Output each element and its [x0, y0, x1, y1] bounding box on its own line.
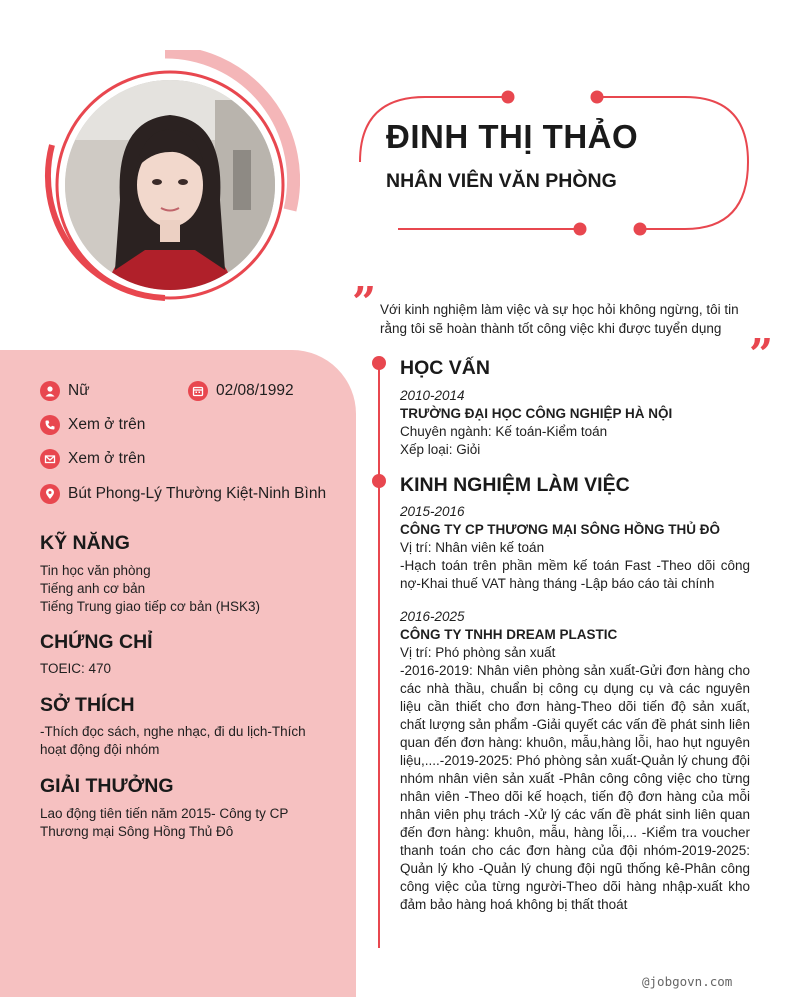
- education-title: HỌC VẤN: [400, 357, 490, 379]
- skill-item: Tiếng Trung giao tiếp cơ bản (HSK3): [40, 599, 260, 614]
- job-position: Vị trí: Phó phòng sản xuất: [400, 645, 556, 660]
- location-icon: [40, 484, 60, 504]
- candidate-name: ĐINH THỊ THẢO: [386, 118, 639, 155]
- certificate-item: TOEIC: 470: [40, 661, 112, 676]
- phone-icon: [40, 415, 60, 435]
- education-school: TRƯỜNG ĐẠI HỌC CÔNG NGHIỆP HÀ NỘI: [400, 406, 673, 421]
- job-title: NHÂN VIÊN VĂN PHÒNG: [386, 170, 617, 192]
- calendar-icon: [188, 381, 208, 401]
- phone-value: Xem ở trên: [68, 416, 146, 433]
- certificates-list: [40, 660, 111, 678]
- profile-photo-frame: [40, 50, 300, 310]
- gender-value: Nữ: [68, 382, 90, 399]
- experience-entry: [400, 503, 750, 593]
- skill-item: Tiếng anh cơ bản: [40, 581, 146, 596]
- awards-title: GIẢI THƯỞNG: [40, 775, 174, 797]
- mail-icon: [40, 449, 60, 469]
- certificates-title: CHỨNG CHỈ: [40, 631, 153, 653]
- hobbies-title: SỞ THÍCH: [40, 694, 135, 716]
- job-position: Vị trí: Nhân viên kế toán: [400, 540, 545, 555]
- hobbies-text: -Thích đọc sách, nghe nhạc, đi du lịch-Thích hoạt động đội nhóm: [40, 724, 306, 757]
- experience-title: KINH NGHIỆM LÀM VIỆC: [400, 474, 630, 496]
- email-row: [40, 449, 145, 469]
- phone-row: [40, 415, 145, 435]
- header-frame: [350, 88, 760, 238]
- experience-entry: [400, 608, 750, 914]
- timeline-dot: [372, 356, 386, 370]
- birthdate-value: 02/08/1992: [216, 382, 294, 399]
- portrait-image: [65, 80, 275, 290]
- birthdate-row: [188, 381, 294, 401]
- skills-list: [40, 562, 260, 616]
- education-entry: [400, 387, 750, 459]
- education-period: 2010-2014: [400, 388, 465, 403]
- skills-title: KỸ NĂNG: [40, 532, 130, 554]
- address-value: Bút Phong-Lý Thường Kiệt-Ninh Bình: [68, 485, 327, 502]
- gender-row: [40, 381, 90, 401]
- job-description: -2016-2019: Nhân viên phòng sản xuất-Gửi đơn hàng cho các nhà thầu, chuẩn bị công cụ dụng cụ và các nguyên liệu cần thiết cho đơn hàng-Theo dõi tiến độ sản xuất, chất lượng sản phẩm -Giải quyết các vấn đề phát sinh liên quan đến đơn hàng: khuôn, mẫu,hàng lỗi, hao hụt nguyên liệu,....-2019-2025: Phó phòng sản xuất-Quản lý chung đội nhóm nhân viên sản xuất -Phân công công việc cho từng nhân viên -Theo dõi kế hoạch, tiến độ đơn hàng của mỗi nhân viên phụ trách -Xử lý các vấn đề phát sinh liên quan đến đơn hàng: khuôn, mẫu, hàng lỗi,... -Kiểm tra voucher thanh toán cho các đơn hàng của đội nhóm-2019-2025: Quản lý kho -Quản lý chung đội ngũ thống kê-Phân công công việc của từng người-Theo dõi hàng nhập-xuất kho đảm bảo hàng hoá không bị thất thoát: [400, 663, 750, 912]
- job-period: 2015-2016: [400, 504, 465, 519]
- email-value: Xem ở trên: [68, 450, 146, 467]
- user-icon: [40, 381, 60, 401]
- awards-text: Lao động tiên tiến năm 2015- Công ty CP Thương mại Sông Hồng Thủ Đô: [40, 806, 289, 839]
- job-company: CÔNG TY TNHH DREAM PLASTIC: [400, 627, 618, 642]
- quote-open-icon: ”: [352, 278, 377, 327]
- address-row: [40, 484, 326, 504]
- job-period: 2016-2025: [400, 609, 465, 624]
- quote-close-icon: ”: [749, 330, 774, 379]
- education-grade: Xếp loại: Giỏi: [400, 442, 481, 457]
- job-company: CÔNG TY CP THƯƠNG MẠI SÔNG HỒNG THỦ ĐÔ: [400, 522, 720, 537]
- skill-item: Tin học văn phòng: [40, 563, 151, 578]
- timeline-dot: [372, 474, 386, 488]
- job-description: -Hạch toán trên phần mềm kế toán Fast -Theo dõi công nợ-Khai thuế VAT hàng tháng -Lập báo cáo tài chính: [400, 558, 750, 591]
- education-major: Chuyên ngành: Kế toán-Kiểm toán: [400, 424, 608, 439]
- career-objective: Với kinh nghiệm làm việc và sự học hỏi không ngừng, tôi tin rằng tôi sẽ hoàn thành tốt công việc khi được tuyển dụng: [380, 302, 739, 336]
- profile-photo: [65, 80, 275, 290]
- timeline-line: [378, 362, 380, 948]
- site-watermark: @jobgovn.com: [642, 974, 733, 989]
